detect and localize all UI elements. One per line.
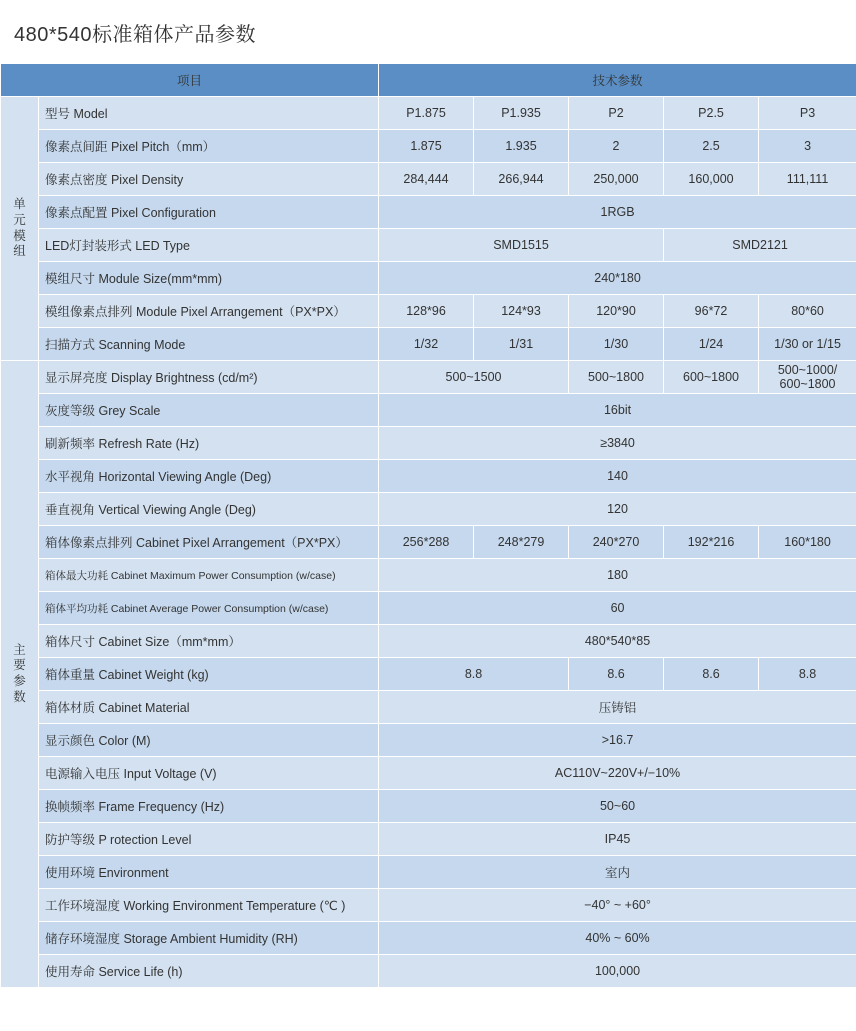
- value-cell: SMD2121: [664, 229, 856, 262]
- value-cell: 160*180: [759, 526, 856, 559]
- value-cell: 2.5: [664, 130, 759, 163]
- value-cell: 128*96: [379, 295, 474, 328]
- table-row: [1, 922, 856, 955]
- row-label: 箱体像素点排列 Cabinet Pixel Arrangement（PX*PX）: [39, 526, 379, 559]
- table-row: [1, 625, 856, 658]
- table-row: [1, 691, 856, 724]
- value-cell: >16.7: [379, 724, 856, 757]
- value-cell: P1.875: [379, 97, 474, 130]
- group-label-module: 单元模组: [1, 97, 39, 361]
- value-cell: 266,944: [474, 163, 569, 196]
- value-cell: 8.6: [664, 658, 759, 691]
- group-label-main: 主要参数: [1, 361, 39, 988]
- row-label: 箱体材质 Cabinet Material: [39, 691, 379, 724]
- table-row: [1, 889, 856, 922]
- value-cell: 1/30: [569, 328, 664, 361]
- value-cell: P2: [569, 97, 664, 130]
- page-title: 480*540标准箱体产品参数: [14, 24, 257, 46]
- value-cell: 8.6: [569, 658, 664, 691]
- row-label: 箱体平均功耗 Cabinet Average Power Consumption (w/case): [39, 592, 379, 625]
- row-label: 电源输入电压 Input Voltage (V): [39, 757, 379, 790]
- value-cell: 600~1800: [664, 361, 759, 394]
- row-label: 扫描方式 Scanning Mode: [39, 328, 379, 361]
- value-cell: 1/32: [379, 328, 474, 361]
- table-row: [1, 229, 856, 262]
- value-cell: 50~60: [379, 790, 856, 823]
- row-label: 像素点配置 Pixel Configuration: [39, 196, 379, 229]
- value-cell: 240*270: [569, 526, 664, 559]
- value-cell: 60: [379, 592, 856, 625]
- header-item-cell: 项目: [1, 64, 379, 97]
- table-row: [1, 823, 856, 856]
- spec-table-body: [1, 64, 856, 988]
- row-label: 箱体尺寸 Cabinet Size（mm*mm）: [39, 625, 379, 658]
- value-cell: 500~1500: [379, 361, 569, 394]
- row-label: 水平视角 Horizontal Viewing Angle (Deg): [39, 460, 379, 493]
- table-row: [1, 460, 856, 493]
- value-cell: P3: [759, 97, 856, 130]
- row-label: 防护等级 P rotection Level: [39, 823, 379, 856]
- value-cell: 压铸铝: [379, 691, 856, 724]
- spec-table: [0, 63, 856, 988]
- table-row: [1, 295, 856, 328]
- value-cell: P2.5: [664, 97, 759, 130]
- value-cell: 室内: [379, 856, 856, 889]
- value-cell: 180: [379, 559, 856, 592]
- row-label: 型号 Model: [39, 97, 379, 130]
- row-label: 刷新频率 Refresh Rate (Hz): [39, 427, 379, 460]
- row-label: 像素点密度 Pixel Density: [39, 163, 379, 196]
- value-cell: 2: [569, 130, 664, 163]
- table-row: [1, 592, 856, 625]
- row-label: 使用寿命 Service Life (h): [39, 955, 379, 988]
- value-cell: 248*279: [474, 526, 569, 559]
- table-row: [1, 724, 856, 757]
- row-label: 换帧频率 Frame Frequency (Hz): [39, 790, 379, 823]
- table-row: [1, 559, 856, 592]
- value-cell: 80*60: [759, 295, 856, 328]
- table-row: [1, 526, 856, 559]
- row-label: 箱体最大功耗 Cabinet Maximum Power Consumption (w/case): [39, 559, 379, 592]
- table-row: [1, 658, 856, 691]
- value-cell: 120*90: [569, 295, 664, 328]
- row-label: 显示屏亮度 Display Brightness (cd/m²): [39, 361, 379, 394]
- row-label: 像素点间距 Pixel Pitch（mm）: [39, 130, 379, 163]
- value-cell: 160,000: [664, 163, 759, 196]
- value-cell: 1/24: [664, 328, 759, 361]
- value-cell: 111,111: [759, 163, 856, 196]
- row-label: 箱体重量 Cabinet Weight (kg): [39, 658, 379, 691]
- row-label: 使用环境 Environment: [39, 856, 379, 889]
- value-cell: 250,000: [569, 163, 664, 196]
- value-cell: 500~1000/ 600~1800: [759, 361, 856, 394]
- table-row: [1, 361, 856, 394]
- table-row: [1, 790, 856, 823]
- value-cell: 3: [759, 130, 856, 163]
- table-row: [1, 955, 856, 988]
- value-cell: 1/30 or 1/15: [759, 328, 856, 361]
- value-cell: 140: [379, 460, 856, 493]
- table-row: [1, 97, 856, 130]
- value-cell: SMD1515: [379, 229, 664, 262]
- value-cell: ≥3840: [379, 427, 856, 460]
- value-cell: 192*216: [664, 526, 759, 559]
- row-label: 显示颜色 Color (M): [39, 724, 379, 757]
- value-cell: 480*540*85: [379, 625, 856, 658]
- row-label: 垂直视角 Vertical Viewing Angle (Deg): [39, 493, 379, 526]
- value-cell: −40° ~ +60°: [379, 889, 856, 922]
- value-cell: 8.8: [759, 658, 856, 691]
- value-cell: IP45: [379, 823, 856, 856]
- row-label: 灰度等级 Grey Scale: [39, 394, 379, 427]
- value-cell: P1.935: [474, 97, 569, 130]
- table-row: [1, 328, 856, 361]
- value-cell: 16bit: [379, 394, 856, 427]
- value-cell: 100,000: [379, 955, 856, 988]
- value-cell: 1.935: [474, 130, 569, 163]
- table-row: [1, 262, 856, 295]
- header-tech-cell: 技术参数: [379, 64, 856, 97]
- value-cell: 40% ~ 60%: [379, 922, 856, 955]
- table-row: [1, 394, 856, 427]
- value-cell: 284,444: [379, 163, 474, 196]
- value-cell: 1/31: [474, 328, 569, 361]
- value-cell: 1RGB: [379, 196, 856, 229]
- row-label: LED灯封装形式 LED Type: [39, 229, 379, 262]
- table-row: [1, 856, 856, 889]
- value-cell: 124*93: [474, 295, 569, 328]
- table-row: [1, 493, 856, 526]
- value-cell: 240*180: [379, 262, 856, 295]
- row-label: 储存环境湿度 Storage Ambient Humidity (RH): [39, 922, 379, 955]
- value-cell: 8.8: [379, 658, 569, 691]
- value-cell: 500~1800: [569, 361, 664, 394]
- table-row: [1, 130, 856, 163]
- value-cell: 96*72: [664, 295, 759, 328]
- value-cell: 256*288: [379, 526, 474, 559]
- table-row: [1, 196, 856, 229]
- table-row: [1, 757, 856, 790]
- table-row: [1, 427, 856, 460]
- value-cell: 1.875: [379, 130, 474, 163]
- row-label: 工作环境湿度 Working Environment Temperature (℃ ): [39, 889, 379, 922]
- table-row: [1, 163, 856, 196]
- value-cell: AC110V~220V+/−10%: [379, 757, 856, 790]
- row-label: 模组尺寸 Module Size(mm*mm): [39, 262, 379, 295]
- value-cell: 120: [379, 493, 856, 526]
- row-label: 模组像素点排列 Module Pixel Arrangement（PX*PX）: [39, 295, 379, 328]
- table-header-row: [1, 64, 856, 97]
